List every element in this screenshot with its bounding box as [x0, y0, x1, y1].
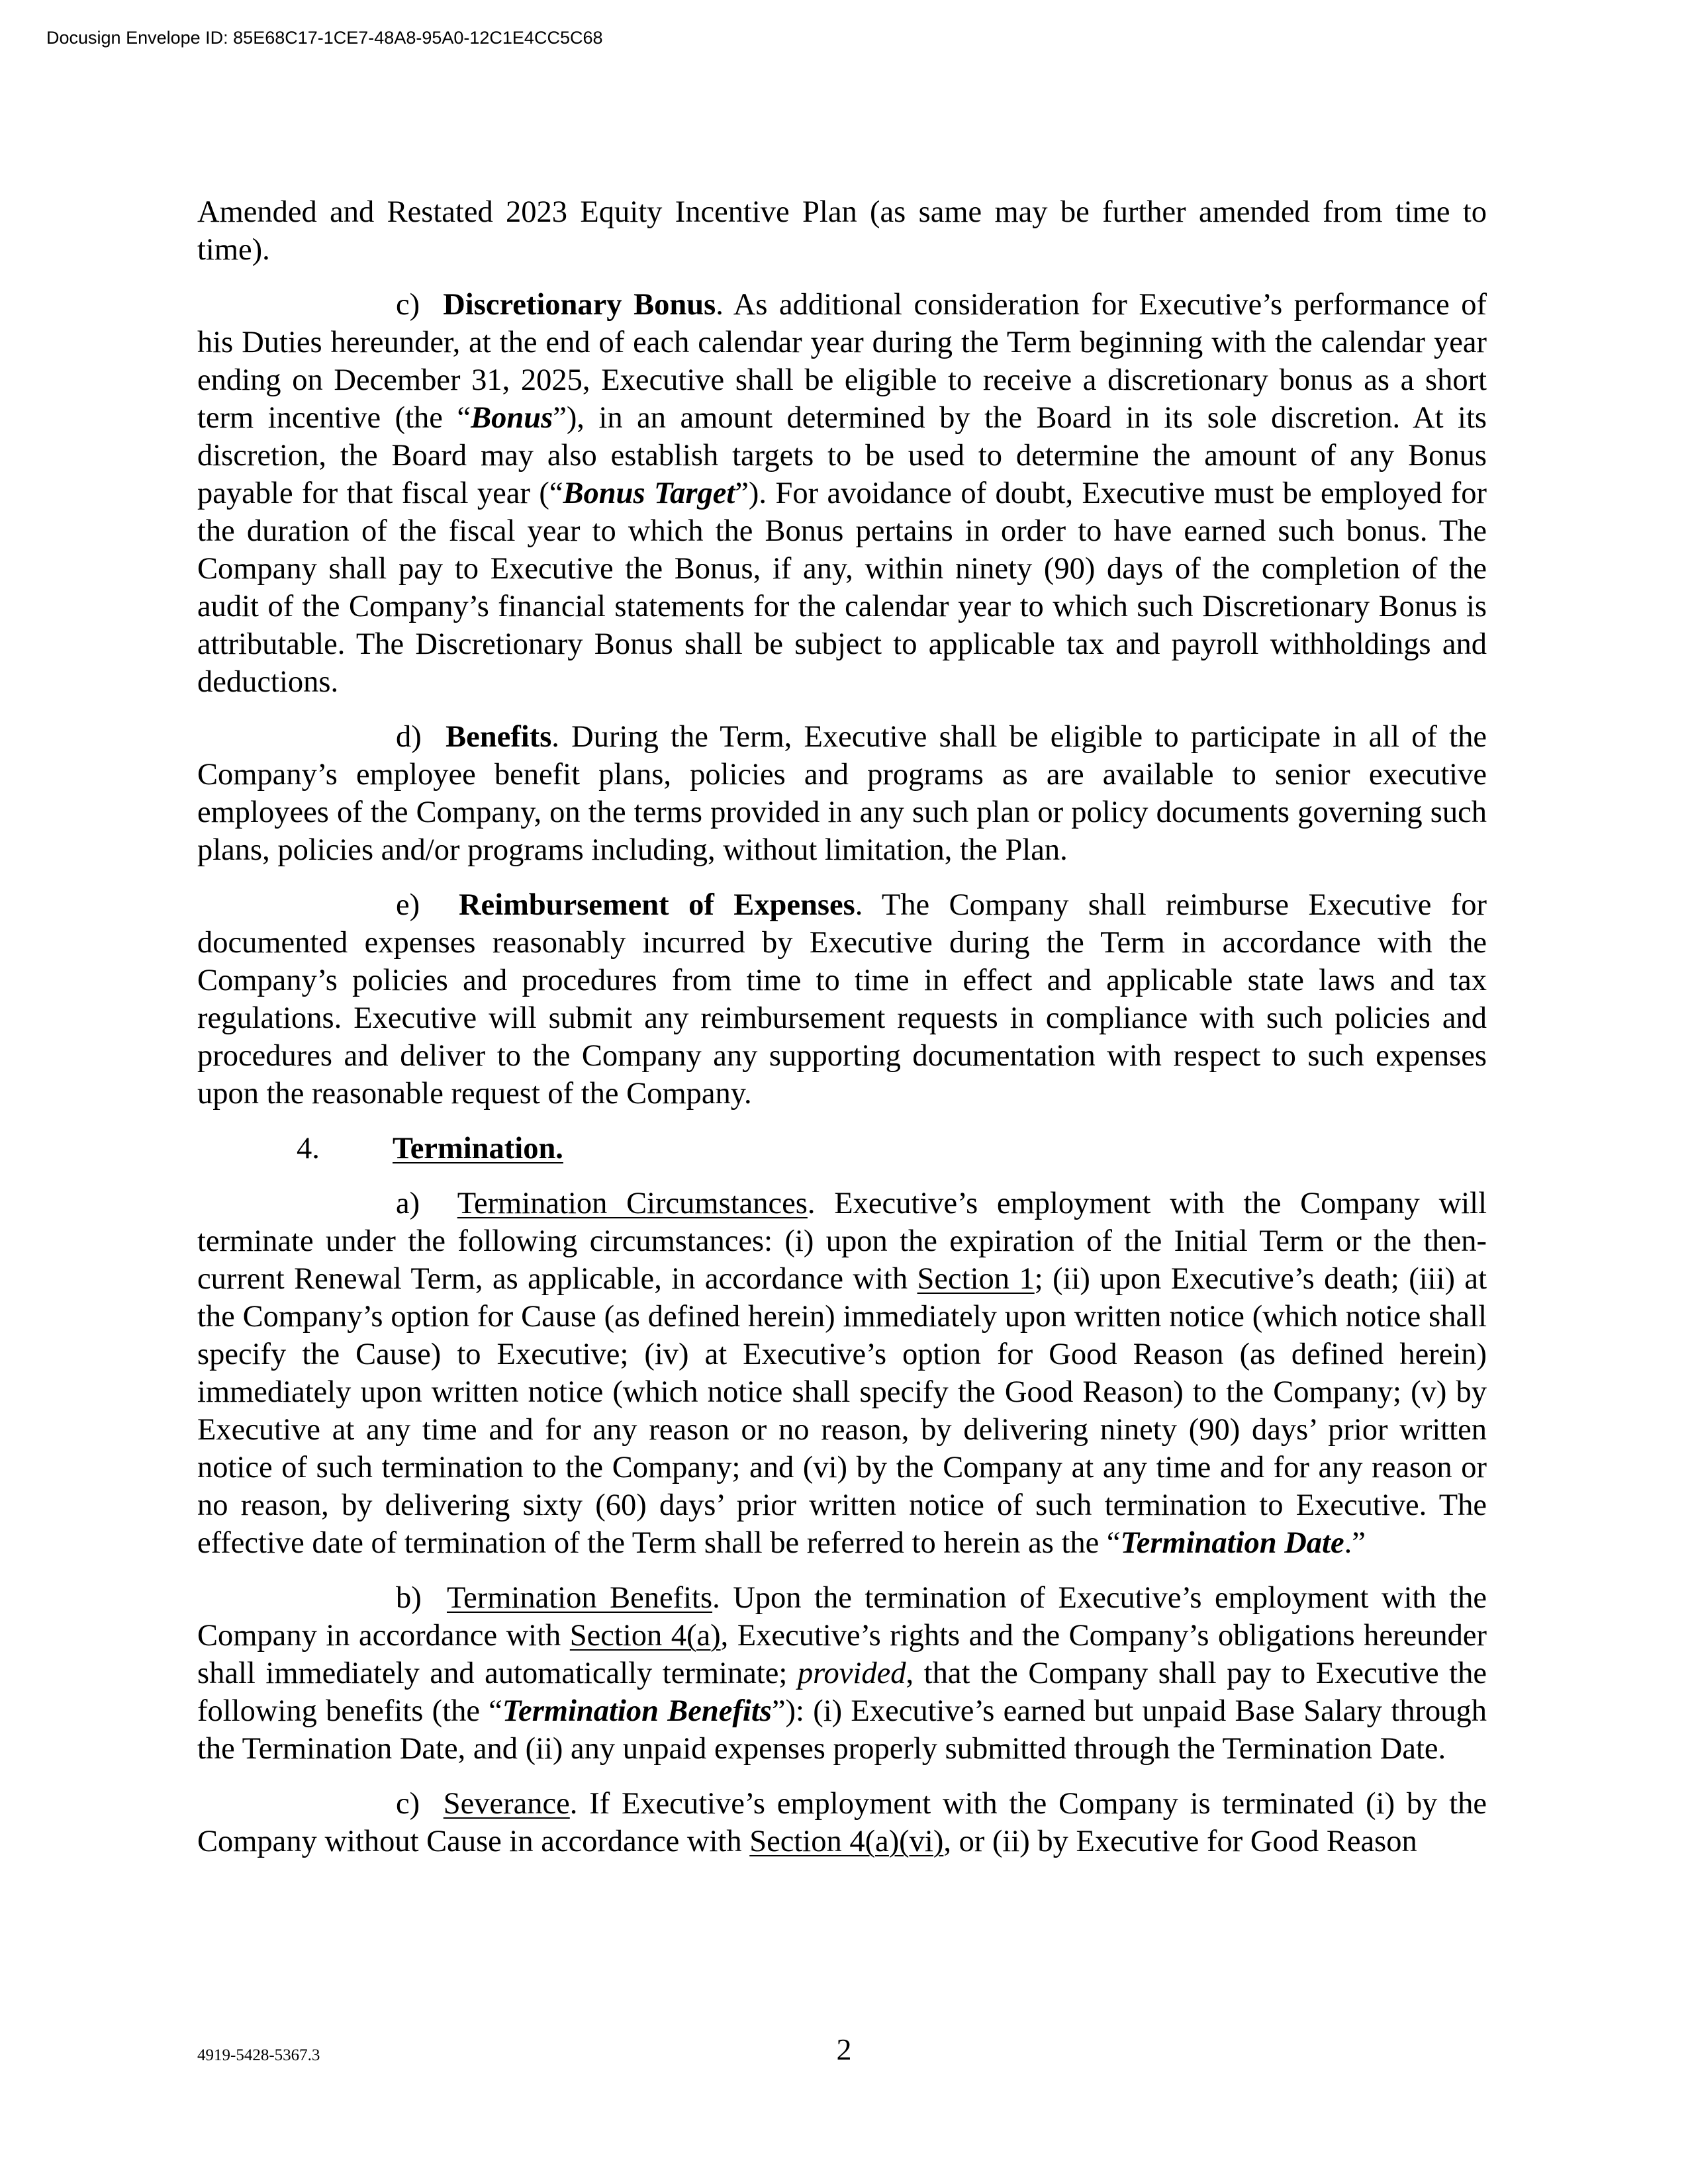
paragraph-plan-continuation: Amended and Restated 2023 Equity Incentive Plan (as same may be further amended from time to time).	[197, 195, 1487, 267]
clause-title: Termination Circumstances	[457, 1187, 808, 1220]
clause-label: a)	[396, 1187, 420, 1220]
section-title: Termination.	[393, 1132, 563, 1165]
paragraph-benefits: d) Benefits. During the Term, Executive shall be eligible to participate in all of the Company’s employee benefit plans, policies and programs as are available to senior executive employees of the Company, on the terms provided in any such plan or policy documents governing such plans, policies and/or programs including, without limitation, the Plan.	[197, 720, 1487, 867]
defined-term: Termination Benefits	[502, 1694, 772, 1728]
paragraph-reimbursement: e) Reimbursement of Expenses. The Company shall reimburse Executive for documented expenses reasonably incurred by Executive during the Term in accordance with the Company’s policies and procedures from time to time in effect and applicable state laws and tax regulations. Executive will submit any reimbursement requests in compliance with such policies and procedures and deliver to the Company any supporting documentation with respect to such expenses upon the reasonable request of the Company.	[197, 888, 1487, 1111]
document-id: 4919-5428-5367.3	[197, 2046, 320, 2064]
clause-title: Discretionary Bonus	[443, 288, 716, 322]
paragraph-termination-benefits: b) Termination Benefits. Upon the termination of Executive’s employment with the Company in accordance with Section 4(a), Executive’s rights and the Company’s obligations hereunder shall immediately and automatically terminate; provided, that the Company shall pay to Executive the following benefits (the “Termination Benefits”): (i) Executive’s earned but unpaid Base Salary through the Termination Date, and (ii) any unpaid expenses properly submitted through the Termination Date.	[197, 1581, 1487, 1766]
paragraph-discretionary-bonus: c) Discretionary Bonus. As additional consideration for Executive’s performance of his Duties hereunder, at the end of each calendar year during the Term beginning with the calendar year ending on December 31, 2025, Executive shall be eligible to receive a discretionary bonus as a short term incentive (the “Bonus”), in an amount determined by the Board in its sole discretion. At its discretion, the Board may also establish targets to be used to determine the amount of any Bonus payable for that fiscal year (“Bonus Target”). For avoidance of doubt, Executive must be employed for the duration of the fiscal year to which the Bonus pertains in order to have earned such bonus. The Company shall pay to Executive the Bonus, if any, within ninety (90) days of the completion of the audit of the Company’s financial statements for the calendar year to which such Discretionary Bonus is attributable. The Discretionary Bonus shall be subject to applicable tax and payroll withholdings and deductions.	[197, 288, 1487, 699]
clause-label: e)	[396, 888, 420, 922]
envelope-id: Docusign Envelope ID: 85E68C17-1CE7-48A8-95A0-12C1E4CC5C68	[46, 28, 603, 48]
section-number: 4.	[297, 1132, 320, 1165]
section-reference: Section 1	[917, 1262, 1035, 1296]
paragraph-severance: c) Severance. If Executive’s employment with the Company is terminated (i) by the Company without Cause in accordance with Section 4(a)(vi), or (ii) by Executive for Good Reason	[197, 1787, 1487, 1858]
proviso-term: provided	[797, 1657, 906, 1690]
clause-title: Benefits	[445, 720, 552, 754]
section-4-heading	[197, 1130, 1487, 1167]
defined-term: Bonus Target	[563, 477, 735, 510]
defined-term: Termination Date	[1120, 1526, 1344, 1560]
clause-label: d)	[396, 720, 422, 754]
defined-term: Bonus	[471, 401, 553, 435]
clause-label: c)	[396, 1787, 420, 1821]
paragraph-termination-circumstances: a) Termination Circumstances. Executive’s employment with the Company will terminate under the following circumstances: (i) upon the expiration of the Initial Term or the then-current Renewal Term, as applicable, in accordance with Section 1; (ii) upon Executive’s death; (iii) at the Company’s option for Cause (as defined herein) immediately upon written notice (which notice shall specify the Cause) to Executive; (iv) at Executive’s option for Good Reason (as defined herein) immediately upon written notice (which notice shall specify the Good Reason) to the Company; (v) by Executive at any time and for any reason or no reason, by delivering ninety (90) days’ prior written notice of such termination to the Company; and (vi) by the Company at any time and for any reason or no reason, by delivering sixty (60) days’ prior written notice of such termination to Executive. The effective date of termination of the Term shall be referred to herein as the “Termination Date.”	[197, 1187, 1487, 1560]
clause-label: c)	[396, 288, 420, 322]
clause-title: Severance	[443, 1787, 570, 1821]
section-reference: Section 4(a)	[569, 1619, 721, 1653]
clause-title: Termination Benefits	[446, 1581, 713, 1615]
page-number: 2	[836, 2032, 852, 2066]
clause-title: Reimbursement of Expenses	[458, 888, 855, 922]
clause-label: b)	[396, 1581, 422, 1615]
document-body	[197, 193, 1487, 1878]
section-reference: Section 4(a)(vi)	[749, 1825, 944, 1858]
